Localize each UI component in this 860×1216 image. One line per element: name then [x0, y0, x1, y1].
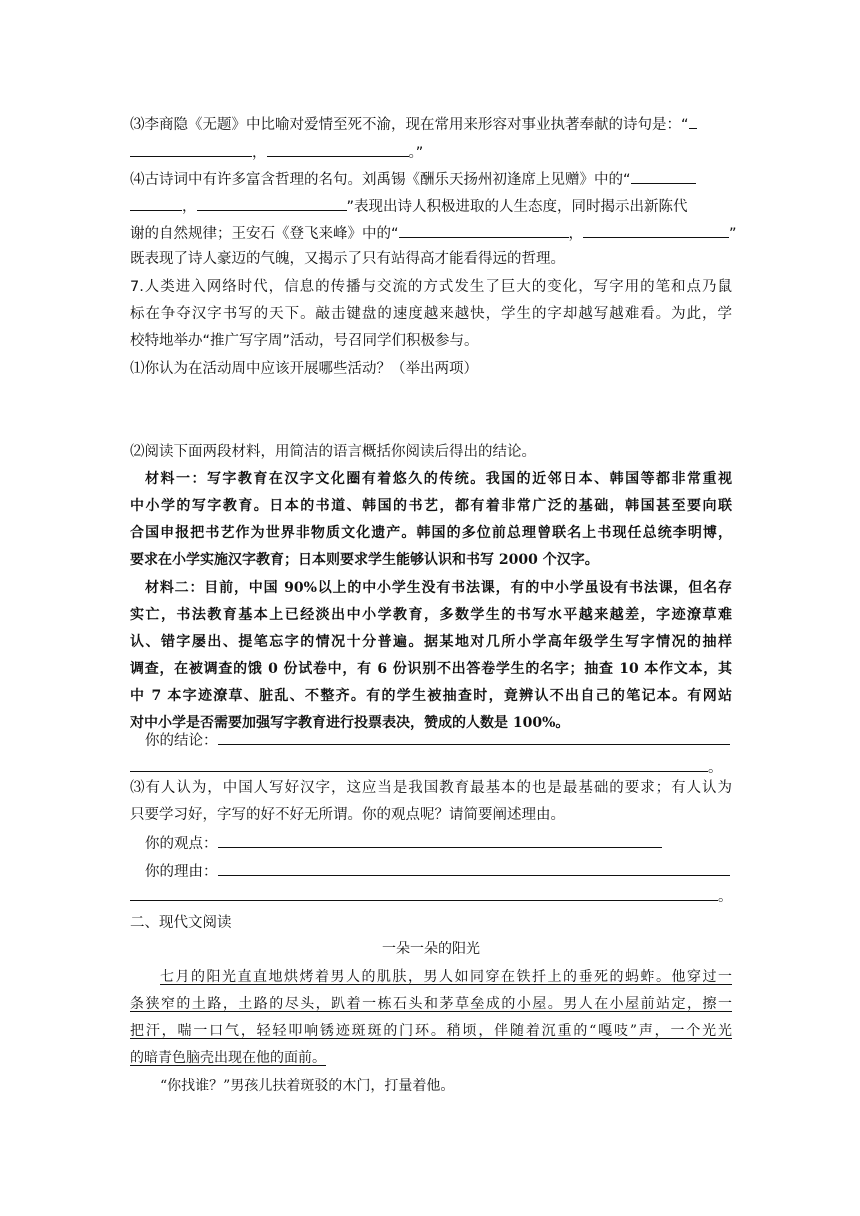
q6-part4-text: ”表现出诗人积极进取的人生态度，同时揭示出新陈代 — [346, 199, 688, 215]
story-line2 — [130, 994, 732, 1014]
viewpoint-answer-line[interactable] — [218, 832, 662, 848]
q6-part4-line4: 既表现了诗人豪迈的气魄，又揭示了只有站得高才能看得远的哲理。 — [130, 251, 565, 267]
reason-row2 — [130, 885, 733, 907]
section-heading: 二、现代文阅读 — [130, 915, 232, 931]
separator-text: ， — [252, 145, 267, 161]
story-line4 — [130, 1048, 732, 1068]
material1-line4: 要求在小学实施汉字教育；日本则要求学生能够认识和书写 2000 个汉字。 — [130, 552, 599, 568]
q7-intro-line3: 校特地举办“推广写字周”活动，号召同学们积极参与。 — [130, 333, 479, 349]
q7-part3-line1: ⑶有人认为，中国人写好汉字，这应当是我国教育最基本的也是最基础的要求；有人认为 — [130, 780, 732, 796]
answer-blank[interactable] — [130, 195, 182, 211]
reason-row — [145, 860, 735, 882]
viewpoint-row — [145, 832, 747, 854]
material1-line2: 中小学的写字教育。日本的书道、韩国的书艺，都有着非常广泛的基础，韩国甚至要向联 — [130, 498, 732, 514]
q7-part3-line2: 只要学习好，字写的好不好无所谓。你的观点呢？请简要阐述理由。 — [130, 807, 565, 823]
story-line5: “你找谁？”男孩儿扶着斑驳的木门，打量着他。 — [160, 1078, 455, 1094]
material2-line6: 对中小学是否需要加强写字教育进行投票表决，赞成的人数是 100%。 — [130, 715, 570, 731]
viewpoint-label: 你的观点： — [145, 836, 218, 852]
q6-part4-line2 — [130, 195, 732, 217]
story-text: 的暗青色脑壳出现在他的面前。 — [130, 1050, 326, 1066]
period-text: 。 — [708, 760, 723, 776]
material2-line1: 材料二：目前，中国 90%以上的中小学生没有书法课，有的中小学虽设有书法课，但名存 — [145, 580, 732, 596]
answer-blank[interactable] — [197, 195, 347, 211]
conclusion-answer-line[interactable] — [130, 756, 708, 772]
q6-part3-line2 — [130, 141, 732, 163]
conclusion-label: 你的结论： — [145, 733, 218, 749]
answer-blank[interactable] — [130, 141, 252, 157]
period-text: 。 — [718, 889, 733, 905]
material1-line3: 合国申报把书艺作为世界非物质文化遗产。韩国的多位前总理曾联名上书现任总统李明博， — [130, 525, 732, 541]
material2-line2: 实亡，书法教育基本上已经淡出中小学教育，多数学生的书写水平越来越差，字迹潦草难 — [130, 607, 732, 623]
story-text: 七月的阳光直直地烘烤着男人的肌肤，男人如同穿在铁扦上的垂死的蚂蚱。他穿过一 — [160, 969, 732, 985]
story-text: 条狭窄的土路，土路的尽头，趴着一栋石头和茅草垒成的小屋。男人在小屋前站定，擦一 — [130, 996, 732, 1012]
conclusion-row2 — [130, 756, 730, 778]
material2-line5: 中 7 本字迹潦草、脏乱、不整齐。有的学生被抽查时，竟辨认不出自己的笔记本。有网站 — [130, 688, 732, 704]
answer-blank[interactable] — [267, 141, 409, 157]
q6-part4-text: ⑷古诗词中有许多富含哲理的名句。刘禹锡《酬乐天扬州初逢席上见赠》中的“ — [130, 172, 631, 188]
answer-blank[interactable] — [631, 168, 696, 184]
q6-part4-line1 — [130, 168, 732, 190]
material2-line3: 认、错字屡出、提笔忘字的情况十分普遍。据某地对几所小学高年级学生写字情况的抽样 — [130, 634, 732, 650]
material1-line1: 材料一：写字教育在汉字文化圈有着悠久的传统。我国的近邻日本、韩国等都非常重视 — [145, 471, 732, 487]
q7-part1: ⑴你认为在活动周中应该开展哪些活动？（举出两项） — [130, 361, 478, 377]
separator-text: ， — [568, 226, 584, 242]
q7-intro-line2: 标在争夺汉字书写的天下。敲击键盘的速度越来越快，学生的字却越写越难看。为此，学 — [130, 306, 732, 322]
q6-part4-text: 谢的自然规律；王安石《登飞来峰》中的“ — [130, 226, 399, 242]
q6-part3-text: ⑶李商隐《无题》中比喻对爱情至死不渝，现在常用来形容对事业执著奉献的诗句是：“ — [130, 117, 689, 133]
reason-answer-line[interactable] — [130, 885, 718, 901]
answer-blank[interactable] — [583, 222, 729, 238]
closing-text: 。” — [408, 145, 424, 161]
q6-part4-line3 — [130, 222, 737, 244]
conclusion-row — [145, 729, 735, 751]
q7-part2: ⑵阅读下面两段材料，用简洁的语言概括你阅读后得出的结论。 — [130, 444, 536, 460]
q7-intro-line1: 7.人类进入网络时代，信息的传播与交流的方式发生了巨大的变化，写字用的笔和点乃鼠 — [130, 279, 732, 295]
reason-answer-line[interactable] — [218, 860, 730, 876]
story-title: 一朵一朵的阳光 — [382, 941, 480, 957]
separator-text: ， — [182, 199, 197, 215]
story-line1 — [160, 967, 732, 987]
closing-text: ” — [729, 226, 737, 242]
reason-label: 你的理由： — [145, 864, 218, 880]
answer-blank[interactable] — [689, 113, 697, 129]
answer-blank[interactable] — [399, 222, 569, 238]
story-line3 — [130, 1021, 732, 1041]
conclusion-answer-line[interactable] — [218, 729, 730, 745]
story-text: 把汗，喘一口气，轻轻叩响锈迹斑斑的门环。稍顷，伴随着沉重的“嘎吱”声，一个光光 — [130, 1023, 732, 1039]
material2-line4: 调查，在被调查的饿 0 份试卷中，有 6 份识别不出答卷学生的名字；抽查 10 本作文本，其 — [130, 661, 732, 677]
q6-part3-line1 — [130, 113, 732, 135]
